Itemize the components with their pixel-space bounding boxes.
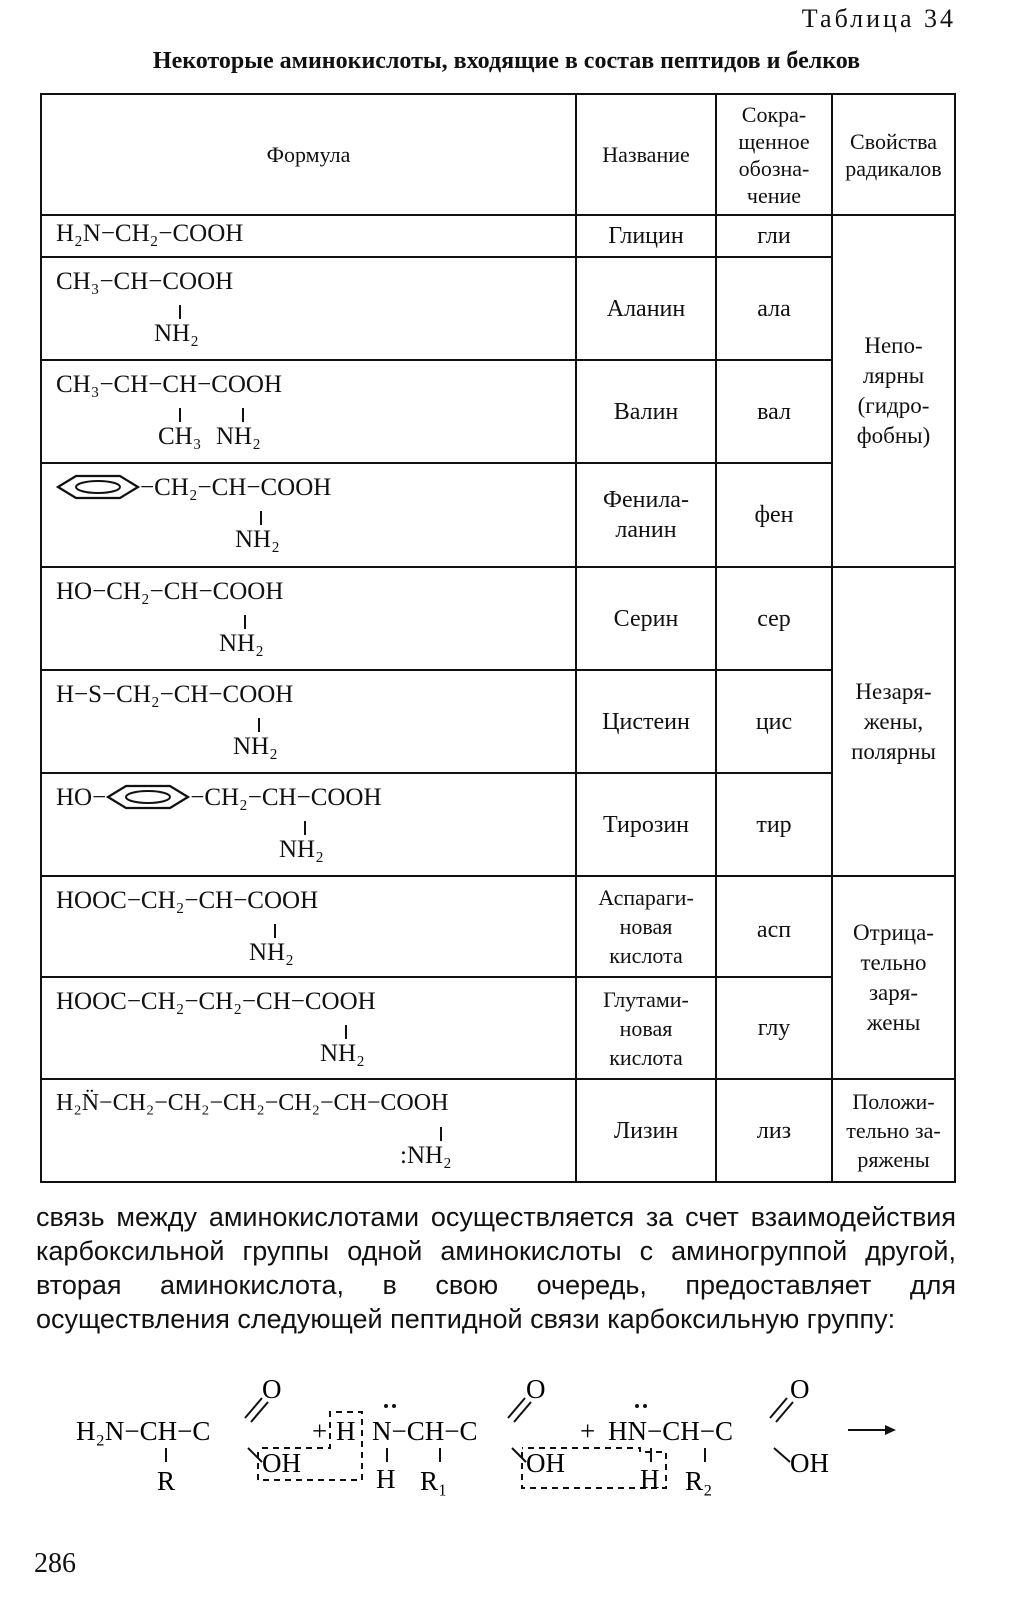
bond-line [179,408,181,422]
formula-cell [41,977,576,1079]
formula-substituent: NH₂ [320,1040,365,1067]
reaction-hydrogen: H [376,1464,396,1494]
reaction-hydrogen: H [336,1416,356,1446]
bond-line [304,821,306,835]
formula-main: H₂N−CH₂−COOH [56,220,244,247]
formula-cell [41,1079,576,1182]
header-name: Название [576,94,716,215]
name-cell: Аспараги- новая кислота [576,876,716,977]
formula-main [56,784,382,812]
body-paragraph: связь между аминокислотами осуществляется за счет взаимодействия карбоксильной группы одной аминокислоты с аминогруппой другой, вторая аминокислота, в свою очередь, предоставляет для осуществления следующей пептидной связи карбоксильную группу: [36,1202,956,1334]
formula-cell [41,773,576,876]
formula-main: CH₃−CH−CH−COOH [56,371,283,398]
bond-line [774,1448,790,1462]
reaction-fragment: HN−CH−C [608,1416,733,1446]
reaction-radical: R₁ [420,1466,448,1496]
table-row [41,977,955,1079]
bond-line [260,511,262,525]
table-row [41,463,955,567]
reaction-hydrogen: H [640,1464,660,1494]
bond-line [242,408,244,422]
formula-main-text: −CH₂−CH−COOH [140,474,332,501]
benzene-ring-icon [106,783,190,811]
reaction-oxygen: O [526,1374,546,1404]
table-row [41,773,955,876]
abbr-cell: гли [716,215,832,257]
name-cell: Глутами- новая кислота [576,977,716,1079]
abbr-cell: цис [716,670,832,773]
bond-line [248,1448,262,1462]
reaction-hydroxyl: OH [262,1448,301,1478]
formula-cell [41,567,576,670]
formula-cell [41,360,576,463]
bond-line [508,1398,525,1418]
formula-main: HO−CH₂−CH−COOH [56,578,284,605]
table-row [41,1079,955,1182]
table-row [41,567,955,670]
bond-line [345,1025,347,1039]
peptide-reaction-scheme [0,1368,1013,1508]
reaction-oxygen: O [262,1374,282,1404]
formula-substituent: NH₂ [235,526,280,553]
reaction-fragment: H₂N−CH−C [76,1416,211,1446]
props-cell: Незаря- жены, полярны [832,567,955,876]
name-cell: Глицин [576,215,716,257]
name-cell: Серин [576,567,716,670]
bond-line [245,1398,262,1418]
formula-cell [41,257,576,360]
formula-cell [41,876,576,977]
formula-cell [41,215,576,257]
name-cell: Цистеин [576,670,716,773]
arrow-head-icon [885,1425,896,1435]
table-row [41,876,955,977]
bond-line [512,1448,526,1462]
formula-main: HOOC−CH₂−CH₂−CH−COOH [56,988,376,1015]
header-abbr: Сокра- щенное обозна- чение [716,94,832,215]
reaction-hydroxyl: OH [526,1448,565,1478]
formula-main: H−S−CH₂−CH−COOH [56,681,294,708]
reaction-hydroxyl: OH [790,1448,829,1478]
abbr-cell: ала [716,257,832,360]
props-cell: Положи- тельно за- ряжены [832,1079,955,1182]
formula-substituent: NH₂ [233,733,278,760]
page-number: 286 [34,1548,76,1579]
name-cell: Аланин [576,257,716,360]
formula-substituent: NH₂ [216,423,261,450]
bond-line [274,924,276,938]
formula-cell [41,463,576,567]
abbr-cell: тир [716,773,832,876]
formula-cell [41,670,576,773]
formula-main [56,474,331,502]
table-row [41,360,955,463]
benzene-ring-icon [56,473,140,501]
props-cell: Отрица- тельно заря- жены [832,876,955,1079]
table-label: Таблица 34 [801,4,956,33]
reaction-plus: + [580,1416,596,1446]
bond-line [258,718,260,732]
name-cell: Валин [576,360,716,463]
table-title: Некоторые аминокислоты, входящие в состав пептидов и белков [152,48,861,74]
bond-line [514,1402,531,1422]
formula-substituent: NH₂ [219,630,264,657]
formula-main-prefix: HO− [56,784,107,811]
abbr-cell: асп [716,876,832,977]
formula-main: HOOC−CH₂−CH−COOH [56,887,319,914]
formula-substituent: NH₂ [154,320,199,347]
name-cell: Лизин [576,1079,716,1182]
abbr-cell: вал [716,360,832,463]
props-cell: Непо- лярны (гидро- фобны) [832,215,955,567]
bond-line [251,1402,268,1422]
reaction-plus: + [312,1416,328,1446]
formula-substituent: CH₃ [158,423,202,450]
abbr-cell: лиз [716,1079,832,1182]
header-formula: Формула [41,94,576,215]
formula-main: H₂N̈−CH₂−CH₂−CH₂−CH₂−CH−COOH [56,1090,449,1116]
bond-line [244,615,246,629]
reaction-fragment: N−CH−C [372,1416,478,1446]
table-row [41,257,955,360]
name-cell: Тирозин [576,773,716,876]
header-props: Свойства радикалов [832,94,955,215]
formula-main: CH₃−CH−COOH [56,268,234,295]
bond-line [776,1402,793,1422]
bond-line [440,1127,442,1141]
abbr-cell: фен [716,463,832,567]
bond-line [770,1398,787,1418]
table-row [41,215,955,257]
table-row [41,670,955,773]
reaction-oxygen: O [790,1374,810,1404]
reaction-radical: R [157,1466,176,1496]
name-cell: Фенила- ланин [576,463,716,567]
formula-substituent: NH₂ [249,939,294,966]
abbr-cell: глу [716,977,832,1079]
formula-substituent: NH₂ [279,836,324,863]
reaction-radical: R₂ [685,1466,713,1496]
abbr-cell: сер [716,567,832,670]
formula-main-text: −CH₂−CH−COOH [190,784,382,811]
bond-line [179,305,181,319]
amino-acid-table [40,93,956,1183]
formula-substituent: :NH₂ [400,1142,452,1169]
